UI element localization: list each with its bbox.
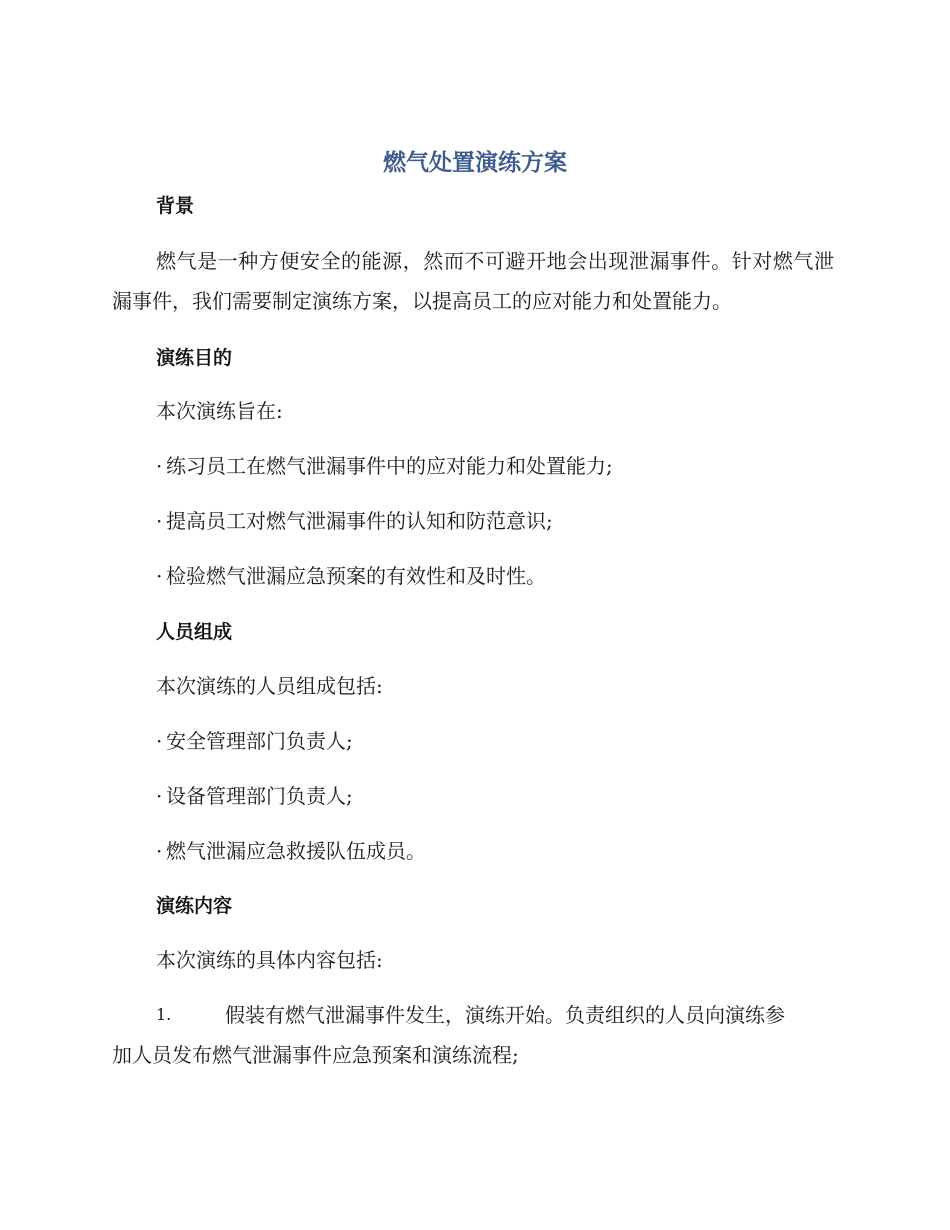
list-item-text: 练习员工在燃气泄漏事件中的应对能力和处置能力; bbox=[166, 454, 613, 478]
item-number: 1. bbox=[156, 1005, 172, 1024]
bullet-marker: · bbox=[156, 784, 163, 808]
list-item bbox=[156, 726, 353, 756]
bullet-marker: · bbox=[156, 839, 163, 863]
list-item-text: 燃气泄漏应急救援队伍成员。 bbox=[166, 839, 426, 863]
list-item-text: 检验燃气泄漏应急预案的有效性和及时性。 bbox=[166, 564, 546, 588]
list-item-text: 提高员工对燃气泄漏事件的认知和防范意识; bbox=[166, 509, 553, 533]
list-item bbox=[156, 451, 613, 481]
bullet-marker: · bbox=[156, 729, 163, 753]
list-item bbox=[156, 506, 553, 536]
bullet-marker: · bbox=[156, 454, 163, 478]
background-paragraph: 燃气是一种方便安全的能源，然而不可避开地会出现泄漏事件。针对燃气泄漏事件，我们需要制定演练方案，以提高员工的应对能力和处置能力。 bbox=[112, 249, 834, 313]
list-item-text: 安全管理部门负责人; bbox=[166, 729, 353, 753]
item-text-first-line: 假装有燃气泄漏事件发生，演练开始。负责组织的人员向演练参 bbox=[225, 1003, 785, 1027]
list-item-text: 设备管理部门负责人; bbox=[166, 784, 353, 808]
document-title: 燃气处置演练方案 bbox=[383, 150, 567, 176]
section-heading-content: 演练内容 bbox=[156, 895, 233, 917]
personnel-intro: 本次演练的人员组成包括: bbox=[156, 674, 383, 698]
bullet-marker: · bbox=[156, 564, 163, 588]
purpose-intro: 本次演练旨在: bbox=[156, 399, 283, 423]
numbered-item bbox=[112, 995, 834, 1075]
list-item bbox=[156, 836, 426, 866]
list-item bbox=[156, 561, 546, 591]
bullet-marker: · bbox=[156, 509, 163, 533]
content-intro: 本次演练的具体内容包括: bbox=[156, 948, 383, 972]
item-text-continuation: 加人员发布燃气泄漏事件应急预案和演练流程; bbox=[112, 1043, 519, 1067]
section-heading-personnel: 人员组成 bbox=[156, 621, 233, 643]
section-heading-background: 背景 bbox=[156, 195, 195, 217]
section-heading-purpose: 演练目的 bbox=[156, 347, 233, 369]
list-item bbox=[156, 781, 353, 811]
